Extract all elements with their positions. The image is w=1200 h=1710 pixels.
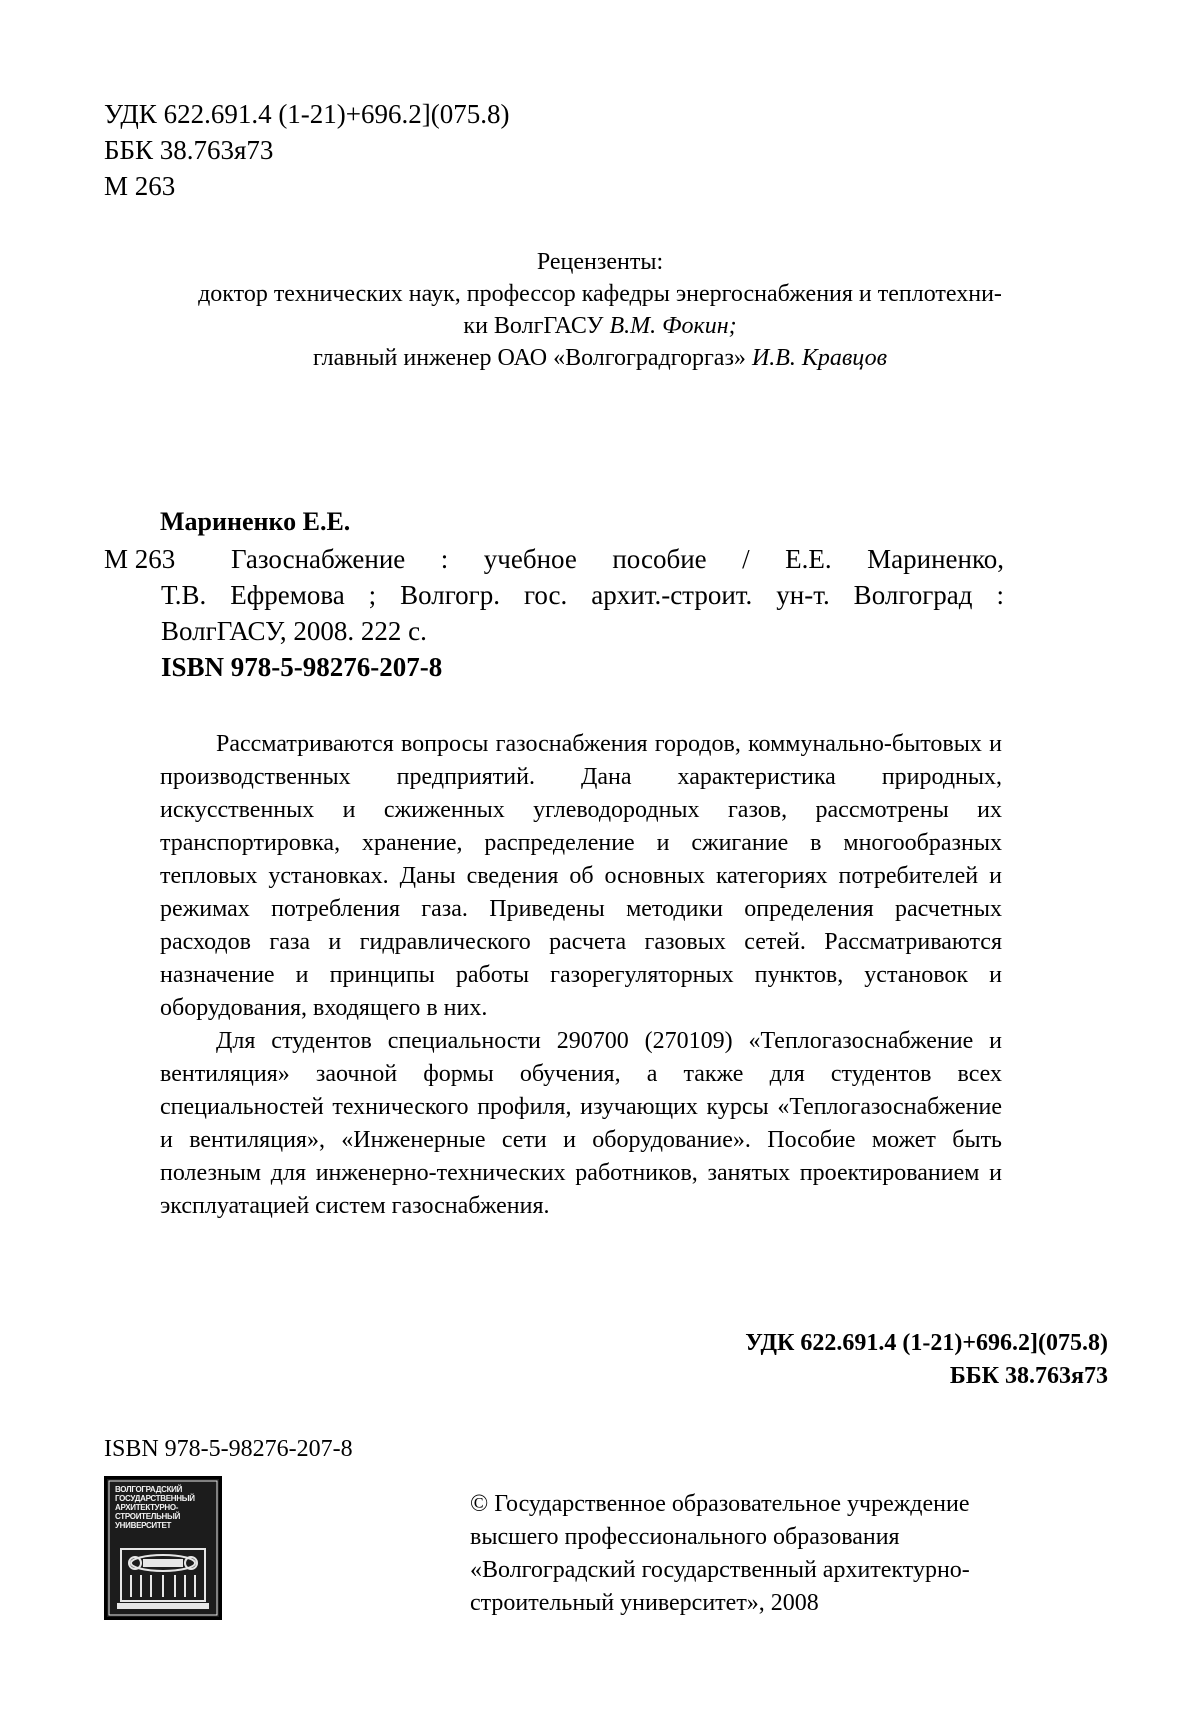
biblio-line-2: Т.В. Ефремова ; Волгогр. гос. архит.-строит. ун-т. Волгоград : bbox=[161, 580, 1004, 610]
copyright-notice bbox=[470, 1488, 1070, 1620]
author-heading: Мариненко Е.Е. bbox=[160, 507, 351, 536]
reviewer-2-name: И.В. Кравцов bbox=[751, 345, 887, 371]
reviewer-2-position: главный инженер ОАО «Волгоградгоргаз» bbox=[312, 345, 752, 371]
abstract-paragraph-2: Для студентов специальности 290700 (270109) «Теплогазоснабжение и вентиляция» заочной формы обучения, а также для студентов всех специальностей технического профиля, изучающих курсы «Теплогазоснабжение и вентиляция», «Инженерные сети и оборудование». Пособие может быть полезным для инженерно-технических работников, занятых проектированием и эксплуатацией систем газоснабжения. bbox=[160, 1028, 1002, 1219]
logo-text-line: УНИВЕРСИТЕТ bbox=[115, 1521, 172, 1530]
isbn-number: ISBN 978-5-98276-207-8 bbox=[104, 1436, 353, 1462]
copyright-line-2: высшего профессионального образования bbox=[470, 1524, 900, 1550]
logo-text-line: АРХИТЕКТУРНО- bbox=[115, 1503, 179, 1512]
abstract bbox=[160, 728, 1002, 1223]
copyright-line-3: «Волгоградский государственный архитектурно- bbox=[470, 1557, 970, 1583]
bbk-code: ББК 38.763я73 bbox=[104, 135, 274, 165]
udk-code: УДК 622.691.4 (1-21)+696.2](075.8) bbox=[104, 99, 510, 129]
biblio-author-mark: М 263 bbox=[104, 544, 176, 574]
university-logo bbox=[104, 1476, 222, 1620]
logo-text bbox=[115, 1485, 211, 1530]
reviewer-1-affiliation: ки ВолгГАСУ bbox=[463, 313, 610, 339]
biblio-line-3: ВолгГАСУ, 2008. 222 с. bbox=[161, 616, 427, 646]
logo-text-line: ВОЛГОГРАДСКИЙ bbox=[115, 1485, 183, 1494]
abstract-paragraph-1: Рассматриваются вопросы газоснабжения городов, коммунально-бытовых и производственных предприятий. Дана характеристика природных, искусственных и сжиженных углеводородных газов, рассмотрены их транспортировка, хранение, распределение и сжигание в многообразных тепловых установках. Даны сведения об основных категориях потребителей и режимах потребления газа. Приведены методики определения расчетных расходов газа и гидравлического расчета газовых сетей. Рассматриваются назначение и принципы работы газорегуляторных пунктов, установок и оборудования, входящего в них. bbox=[160, 731, 1002, 1021]
classification-header bbox=[104, 96, 510, 204]
copyright-line-1: © Государственное образовательное учреждение bbox=[470, 1491, 970, 1517]
biblio-line-1: Газоснабжение : учебное пособие / Е.Е. Мариненко, bbox=[231, 544, 1004, 574]
footer-classification bbox=[745, 1327, 1108, 1393]
reviewers-heading: Рецензенты: bbox=[536, 249, 664, 275]
footer-bbk-code: ББК 38.763я73 bbox=[949, 1363, 1108, 1389]
bibliographic-description bbox=[104, 541, 1004, 685]
copyright-line-4: строительный университет», 2008 bbox=[470, 1590, 819, 1616]
reviewer-1-line-2 bbox=[100, 310, 1100, 342]
reviewer-1-name: В.М. Фокин; bbox=[609, 313, 737, 339]
author-mark: М 263 bbox=[104, 171, 176, 201]
logo-text-line: СТРОИТЕЛЬНЫЙ bbox=[115, 1512, 181, 1521]
reviewer-1-line-1: доктор технических наук, профессор кафедры энергоснабжения и теплотехни- bbox=[198, 281, 1002, 307]
reviewer-2-line bbox=[100, 342, 1100, 374]
reviewers-block bbox=[100, 246, 1100, 374]
footer-udk-code: УДК 622.691.4 (1-21)+696.2](075.8) bbox=[745, 1330, 1108, 1356]
logo-text-line: ГОСУДАРСТВЕННЫЙ bbox=[115, 1494, 195, 1503]
biblio-isbn: ISBN 978-5-98276-207-8 bbox=[161, 652, 443, 682]
